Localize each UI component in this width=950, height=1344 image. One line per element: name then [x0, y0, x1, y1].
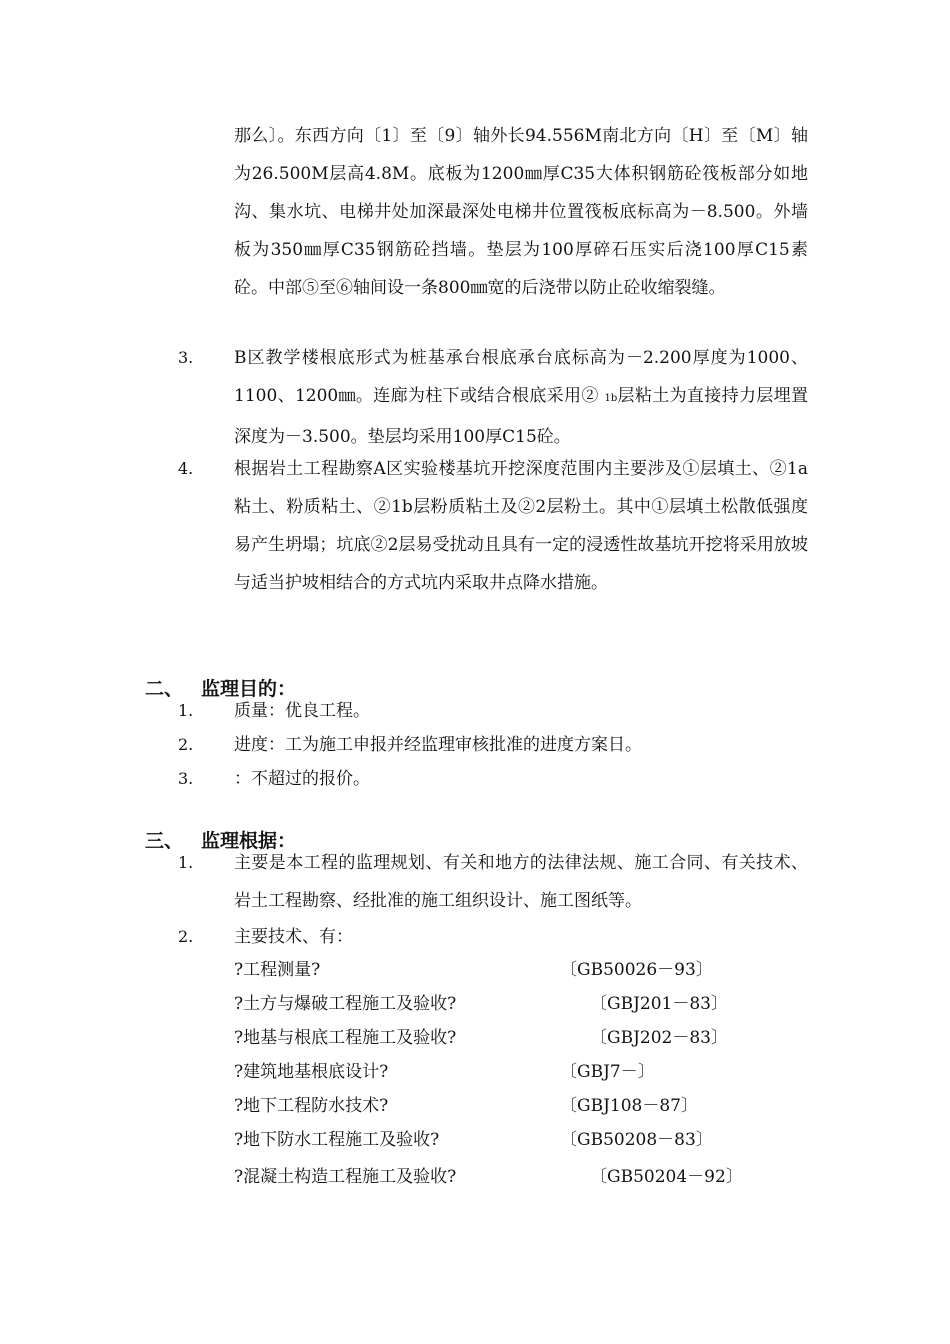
section-2-item-1-number: 1. [178, 701, 194, 720]
section-2-item-1-text: 质量：优良工程。 [234, 701, 370, 721]
section-2-item-3-number: 3. [178, 769, 194, 788]
section-2-item-2-number: 2. [178, 735, 194, 754]
standard-code: 〔GBJ201－83〕 [590, 994, 728, 1014]
standard-name: ?土方与爆破工程施工及验收? [234, 994, 457, 1014]
item-4-paragraph: 根据岩土工程勘察A区实验楼基坑开挖深度范围内主要涉及①层填土、②1a粘土、粉质粘土、②1b层粉质粘土及②2层粉土。其中①层填土松散低强度易产生坍塌；坑底②2层易受扰动且具有一定的浸透性故基坑开挖将采用放坡与适当护坡相结合的方式坑内采取井点降水措施。 [234, 459, 808, 593]
standard-name: ?地基与根底工程施工及验收? [234, 1028, 457, 1048]
intro-paragraph: 那么〕。东西方向〔1〕至〔9〕轴外长94.556M南北方向〔H〕至〔M〕轴为26.500M层高4.8M。底板为1200㎜厚C35大体积钢筋砼筏板部分如地沟、集水坑、电梯井处加深最深处电梯井位置筏板底标高为－8.500。外墙板为350㎜厚C35钢筋砼挡墙。垫层为100厚碎石压实后浇100厚C15素砼。中部⑤至⑥轴间设一条800㎜宽的后浇带以防止砼收缩裂缝。 [234, 126, 808, 298]
standard-name: ?地下工程防水技术? [234, 1096, 389, 1116]
item-4-number: 4. [178, 459, 194, 478]
section-3-item-2-text: 主要技术、有： [234, 927, 353, 947]
item-3-number: 3. [178, 348, 194, 367]
section-3-number: 三、 [145, 830, 184, 852]
section-3-item-1-text: 主要是本工程的监理规划、有关和地方的法律法规、施工合同、有关技术、岩土工程勘察、经批准的施工组织设计、施工图纸等。 [234, 853, 808, 911]
item-3-text-a: B区教学楼根底形式为桩基承台根底承台底标高为－2.200厚度为1000、1100、1200㎜。连廊为柱下或结合根底采用② [234, 348, 808, 406]
standard-code: 〔GBJ108－87〕 [560, 1096, 698, 1116]
standard-code: 〔GB50204－92〕 [590, 1167, 743, 1187]
standard-code: 〔GB50208－83〕 [560, 1130, 713, 1150]
item-3-paragraph [234, 339, 808, 456]
item-3-subscript: 1b [604, 393, 618, 404]
standard-name: ?建筑地基根底设计? [234, 1062, 389, 1082]
standard-name: ?工程测量? [234, 960, 321, 980]
section-2-title: 监理目的： [201, 678, 297, 700]
standard-name: ?地下防水工程施工及验收? [234, 1130, 440, 1150]
standard-code: 〔GB50026－93〕 [560, 960, 713, 980]
section-2-item-3-text: ：不超过的报价。 [234, 769, 370, 789]
standard-code: 〔GBJ7－〕 [560, 1062, 655, 1082]
section-3-item-2-number: 2. [178, 927, 194, 946]
section-3-item-1-number: 1. [178, 853, 194, 872]
section-2-item-2-text: 进度：工为施工申报并经监理审核批准的进度方案日。 [234, 735, 642, 755]
section-3-title: 监理根据： [201, 830, 297, 852]
item-3-text-b: 层粘土为直接持力层埋置深度为－3.500。垫层均采用100厚C15砼。 [234, 386, 808, 447]
section-2-number: 二、 [145, 678, 184, 700]
standard-code: 〔GBJ202－83〕 [590, 1028, 728, 1048]
standard-name: ?混凝土构造工程施工及验收? [234, 1167, 457, 1187]
